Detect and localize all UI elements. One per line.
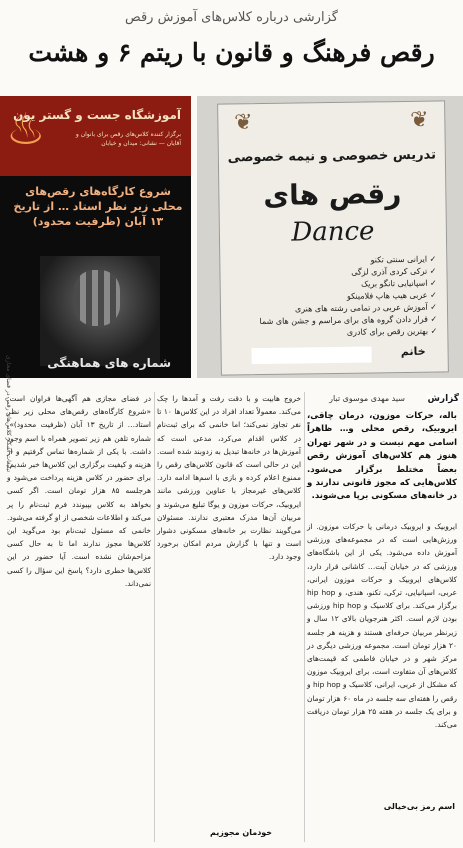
poster-list-item: ✓ آموزش عربی در تمامی رشته های هنری — [294, 302, 438, 314]
pixelated-face — [74, 270, 120, 326]
poster-list-item: ✓ بهترین رقص برای کادری — [346, 326, 438, 337]
poster-list-item: ✓ اسپانیایی تانگو بریک — [361, 278, 437, 289]
column-divider — [154, 392, 155, 842]
poster-sign — [217, 100, 449, 375]
poster-line-3: Dance — [291, 216, 375, 248]
poster-list-item: ✓ قرار دادن گروه های برای مراسم و جشن های شما — [259, 314, 438, 327]
poster-list — [220, 253, 447, 340]
article-lead: باله، حرکات موزون، درمان چاقی، ایروبیک، رقص محلی و… ظاهراً اسامی مهم نیست و در شهر تهران هنوز هم کلاس‌های آموزش رقص بعضاً مختلط برگزار می‌شود. کلاس‌هایی که مجوز قانونی ندارند و در خانه‌های مسکونی برپا می‌شوند. — [307, 411, 457, 502]
online-flyer-photo — [0, 96, 191, 472]
subheading-2: خودمان مجوزیم — [210, 828, 273, 837]
flower-ornament-icon: ❦ — [409, 107, 429, 133]
article-headline: رقص فرهنگ و قانون با ریتم ۶ و هشت — [28, 38, 435, 67]
flower-ornament-icon: ❦ — [233, 110, 253, 136]
article-column-3: در فضای مجازی هم آگهی‌ها فراوان است: «شروع کارگاه‌های رقص‌های محلی زیر نظر استاد… از تاریخ ۱۳ آبان (ظرفیت محدود)». شماره تلفن هم زیر تصویر همراه با اسم وجود داشت. با یکی از شماره‌ها تماس گرفتیم و از هزینه و کیفیت برگزاری این کلاس‌ها خبر شدیم. برای حضور در کلاس هزینه پرداخت می‌شود و هرجلسه ۸۵ هزار تومان است. اگر کسی بخواهد به کلاس بپیوندد فرم ثبت‌نام را پر می‌کند و اطلاعات شخصی از او گرفته می‌شود. خانمی که مسئول ثبت‌نام بود می‌گوید این کلاس‌ها مجوز ندارند اما تا به حال کسی مزاحم‌شان نشده است. آیا حضور در این کلاس‌ها خطری دارد؟ پاسخ این سؤال را کسی نمی‌داند. — [7, 394, 151, 588]
poster-line-1: تدریس خصوصی و نیمه خصوصی — [227, 147, 437, 166]
article-kicker: گزارشی درباره کلاس‌های آموزش رقص — [125, 10, 338, 25]
banner-title: آموزشگاه جست و گستر یون — [13, 108, 181, 122]
column-divider — [304, 392, 305, 842]
article-column-2: خروج هابیت و با دقت رفت و آمدها را چک می‌کند. معمولاً تعداد افراد در این کلاس‌ها ۱۰ تا نفر تجاوز نمی‌کند؛ اما خانمی که برای ثبت‌نام در کلاس اقدام می‌کرد، مدعی است که آموزش‌ها در خانه‌ها تبدیل به زدوبند شده است. این در حالی است که قانون کلاس‌های رقص را ممنوع اعلام کرده و بازی با اسم‌ها ادامه دارد. کلاس‌های غیرمجاز با عناوین ورزشی مانند ایروبیک، حرکات موزون و یوگا تبلیغ می‌شوند و مربیان آن‌ها مدرک معتبری ندارند. مسئولان می‌گویند نظارت بر خانه‌های مسکونی دشوار است و تنها با گزارش مردم امکان برخورد وجود دارد. — [157, 394, 301, 562]
poster-contact-name: خانم — [400, 344, 426, 359]
poster-list-item: ✓ ترکی کردی آذری لزگی — [351, 266, 437, 277]
poster-list-item: ✓ عربی هیپ هاپ فلامینکو — [346, 290, 437, 301]
dance-poster-photo — [197, 96, 463, 378]
poster-line-2: رقص های — [263, 177, 402, 212]
article-column-1: ایروبیک و ایروبیک درمانی یا حرکات موزون. از ورزش‌هایی است که در مجموعه‌های ورزشی آموزش داده می‌شود. یکی از این باشگاه‌های ورزشی که در خیابان آیت… کاشانی قرار دارد، کلاس‌های ایروبیک و حرکات موزون ایرانی، عربی، اسپانیایی، ترکی، تکنو، هندی، و hip hop برگزار می‌کند. برای کلاسیک و hip hop ورزشی بودن لازم است. اکثر هنرجویان بالای ۱۲ سال و زیرنظر مربیان حرفه‌ای هستند و هزینه هر جلسه ۲۰ هزار تومان است. مجموعه ورزشی دیگری در مرکز شهر و در خیابان فاطمی که قیمت‌های کلاس‌های آن متفاوت است، برای ایروبیک موزون که مشکل از عربی، ایرانی، کلاسیک و hip hop و رقص را هفته‌ای سه جلسه در ماه ۶۰ هزار تومان و برای یک جلسه در هفته ۲۵ هزار تومان دریافت می‌کند. — [307, 522, 457, 730]
flyer-contact-label: شماره های هماهنگی — [47, 356, 171, 370]
redacted-phone — [252, 346, 372, 364]
subheading-1: اسم رمز بی‌خیالی — [383, 802, 455, 811]
school-banner — [0, 96, 191, 176]
flame-dancer-icon: ♨ — [6, 104, 46, 155]
section-label: گزارش — [427, 394, 459, 404]
flyer-title: شروع کارگاه‌های رقص‌های محلی زیر نظر استاد … از تاریخ ۱۳ آبان (ظرفیت محدود) — [13, 185, 183, 228]
author-byline: سید مهدی موسوی تبار — [329, 394, 405, 403]
poster-list-item: ✓ ایرانی سنتی تکنو — [370, 254, 437, 265]
blurred-portrait — [40, 256, 160, 366]
banner-subtitle: برگزار کننده کلاس‌های رقص برای بانوان و آقایان — نشانی: میدان و خیابان — [75, 131, 181, 147]
photo-caption: تبلیغات آشکار کلاس‌های رقص در فضای مجازی — [5, 354, 12, 472]
